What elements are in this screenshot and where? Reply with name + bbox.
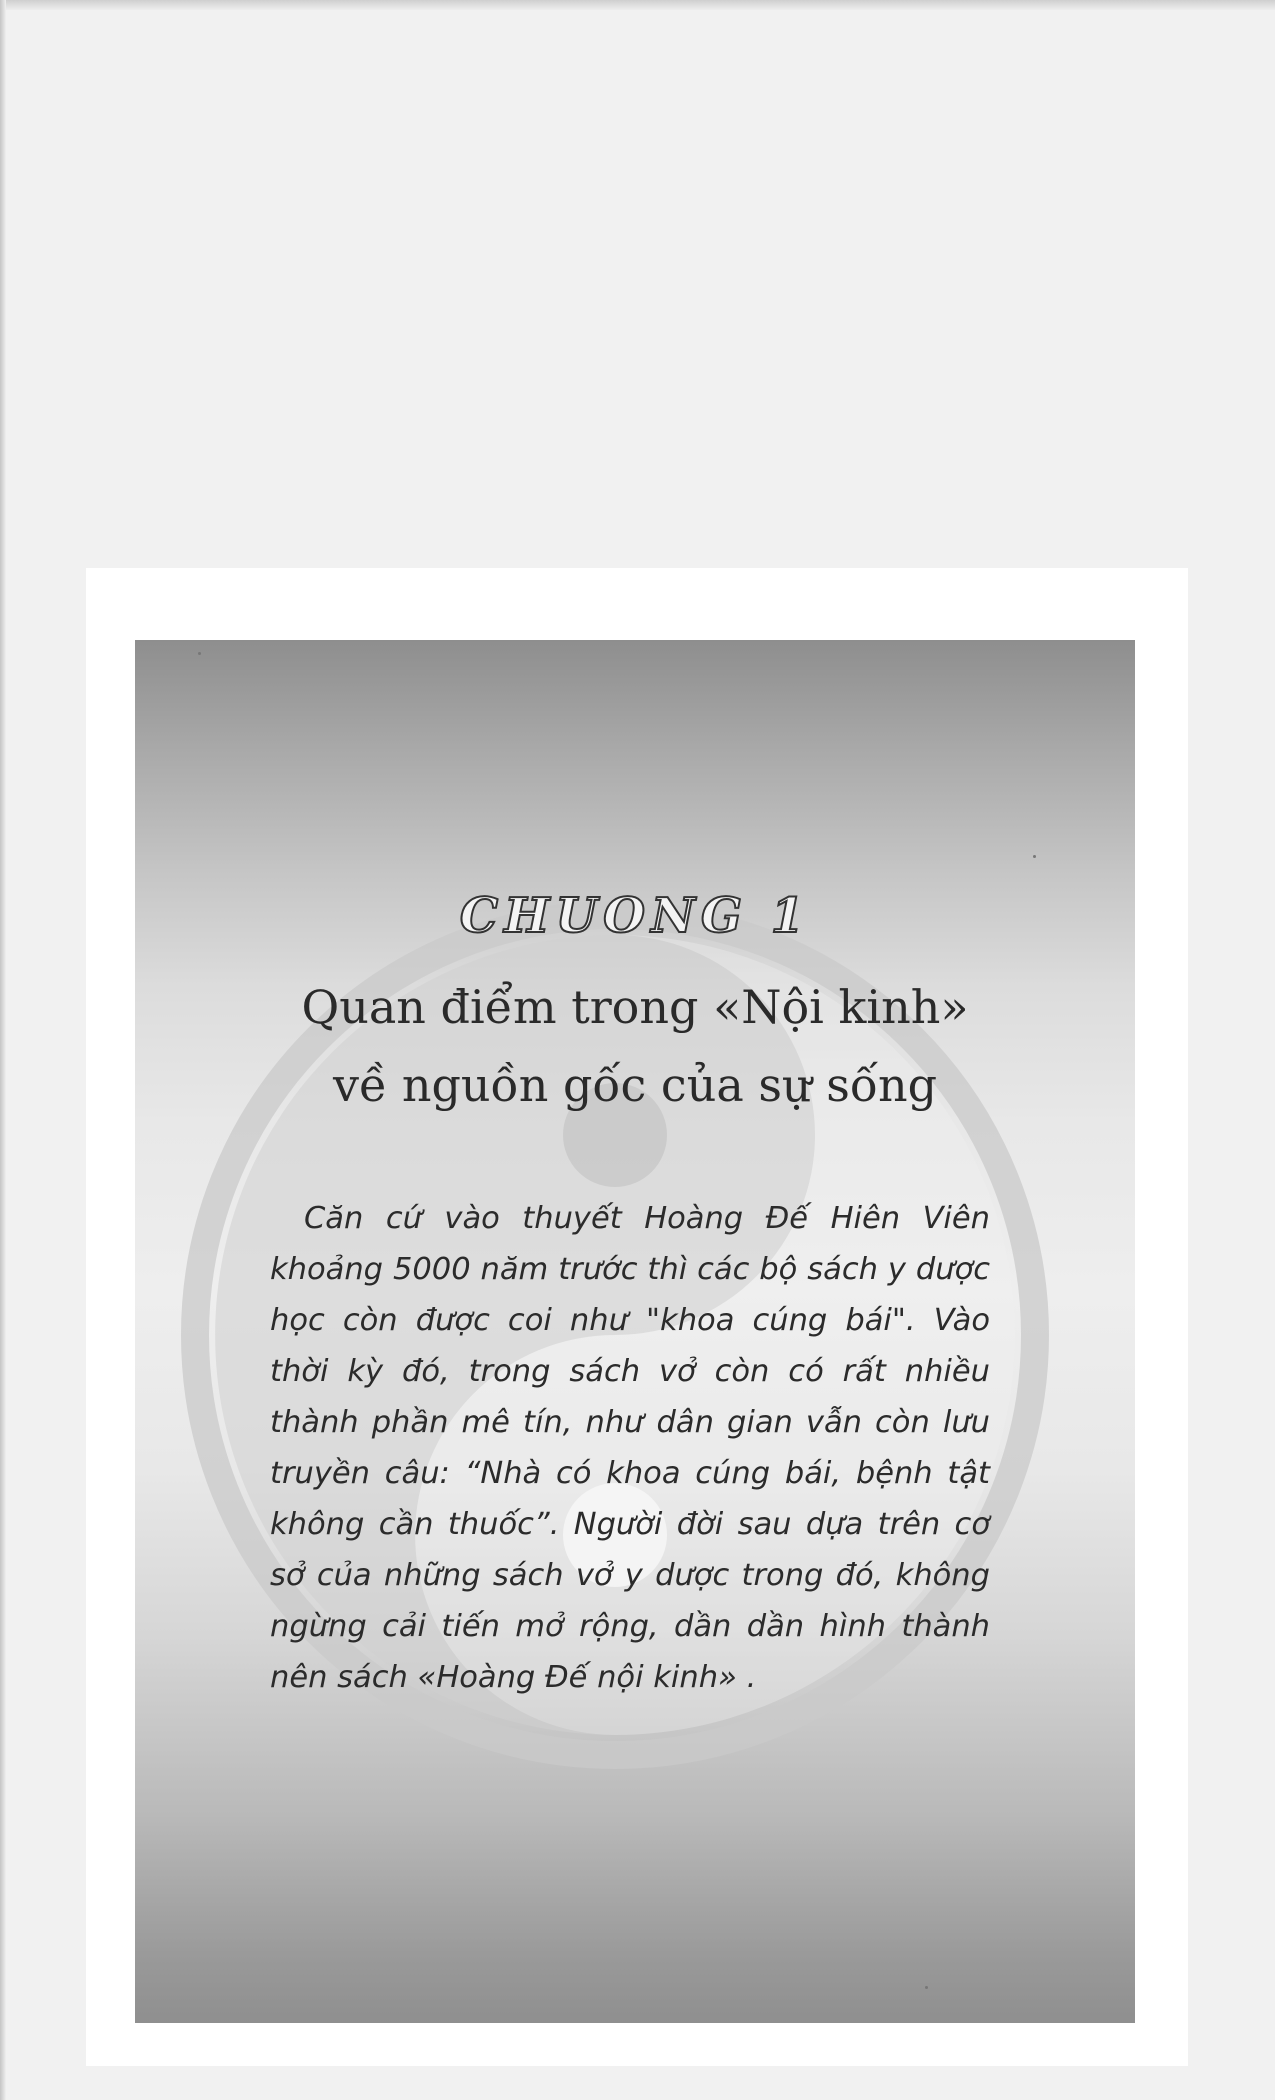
chapter-intro-paragraph: Căn cứ vào thuyết Hoàng Đế Hiên Viên khoảng 5000 năm trước thì các bộ sách y dược học còn được coi như "khoa cúng bái". Vào thời kỳ đó, trong sách vở còn có rất nhiều thành phần mê tín, như dân gian vẫn còn lưu truyền câu: “Nhà có khoa cúng bái, bệnh tật không cần thuốc”. Người đời sau dựa trên cơ sở của những sách vở y dược trong đó, không ngừng cải tiến mở rộng, dần dần hình thành nên sách «Hoàng Đế nội kinh» . xyxy=(270,1200,990,1695)
chapter-number-heading: CHUONG 1 xyxy=(459,888,811,944)
scan-edge-top xyxy=(0,0,1275,10)
chapter-title-line-2: về nguồn gốc của sự sống xyxy=(332,1058,938,1112)
scan-speck xyxy=(198,652,201,655)
chapter-title-line-1: Quan điểm trong «Nội kinh» xyxy=(301,980,969,1034)
scan-speck xyxy=(925,1986,928,1989)
chapter-panel xyxy=(135,640,1135,2023)
scan-speck xyxy=(1033,855,1036,858)
scan-edge-left xyxy=(0,0,6,2100)
